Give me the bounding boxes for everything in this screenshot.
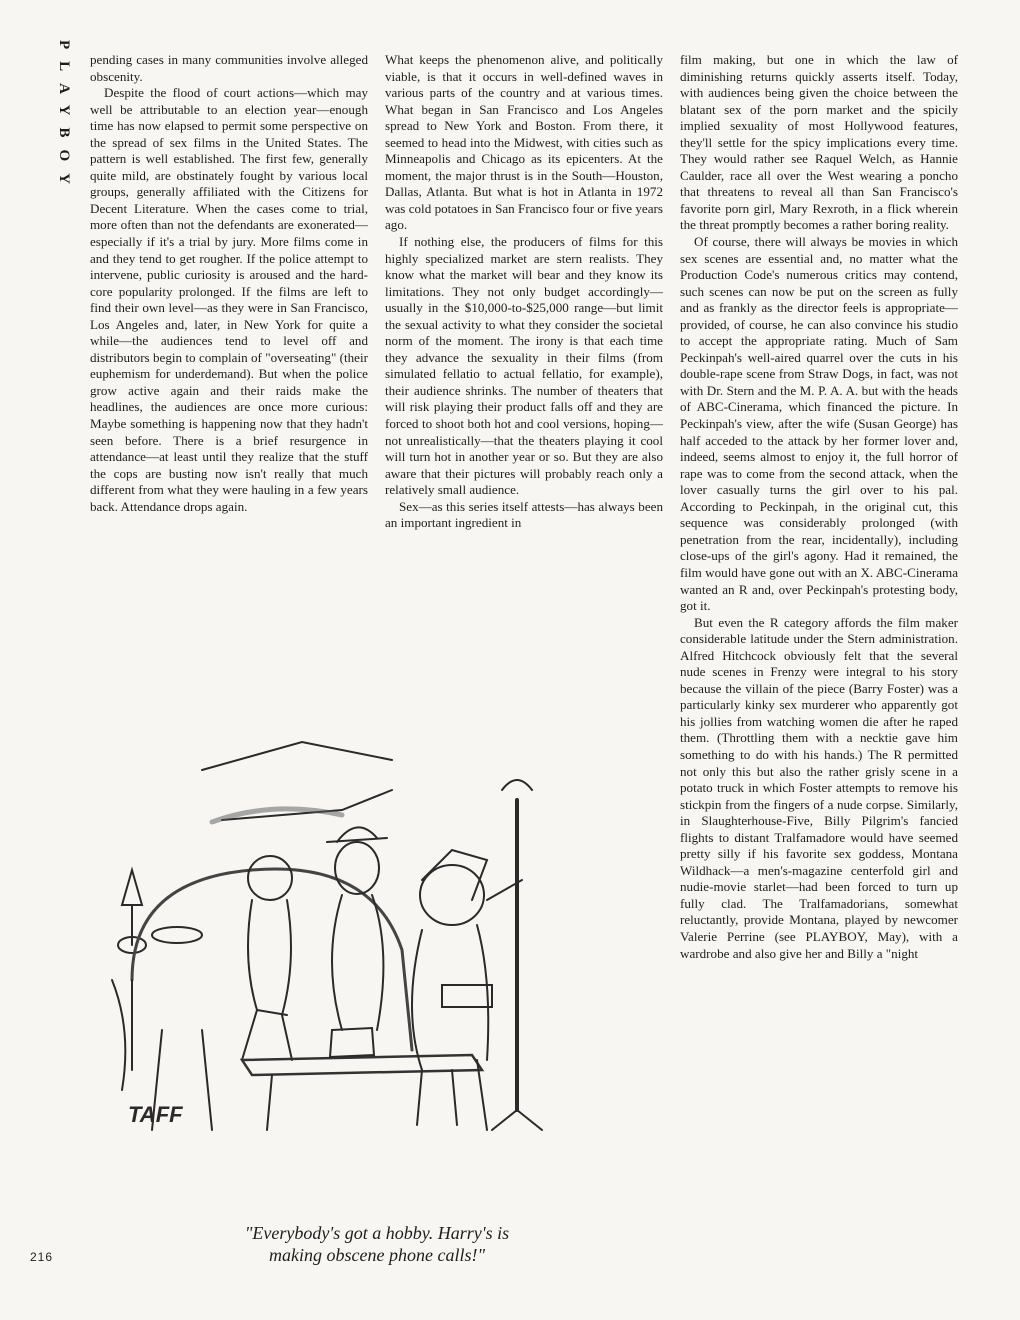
caption-line-2: making obscene phone calls!": [269, 1245, 485, 1265]
article-column-2: [385, 52, 663, 532]
page-number: 216: [30, 1250, 54, 1264]
cartoon-drawing: [92, 730, 662, 1150]
paragraph: film making, but one in which the law of diminishing returns quickly asserts itself. Today, with audiences being given the choice between the blatant sex of the porn market and the spicily implied sexuality of most Hollywood features, they'll settle for the spicy implications every time. They would rather see Raquel Welch, as Hannie Caulder, race all over the West wearing a poncho that threatens to reveal all than San Francisco's favorite porn girl, Mary Rexroth, in a flick wherein the threat promptly becomes a rather boring reality.: [680, 52, 958, 233]
article-column-3: [680, 52, 958, 962]
cartoon-signature: TAFF: [128, 1102, 183, 1127]
cartoon-caption: [92, 1222, 662, 1266]
masthead-text: PLAYBOY: [56, 40, 72, 196]
cartoon-illustration: [92, 730, 662, 1150]
paragraph: Sex—as this series itself attests—has always been an important ingredient in: [385, 498, 663, 531]
article-column-1: [90, 52, 368, 515]
masthead: [32, 40, 72, 210]
paragraph: What keeps the phenomenon alive, and politically viable, is that it occurs in well-defined waves in various parts of the country and at various times. What began in San Francisco and Los Angeles spread to New York and Boston. From there, it seemed to head into the Midwest, with cities such as Minneapolis and Chicago as its epicenters. At the moment, the major thrust is in the South—Houston, Dallas, Atlanta. But what is hot in Atlanta in 1972 was cold potatoes in San Francisco four or five years ago.: [385, 52, 663, 233]
paragraph: pending cases in many communities involve alleged obscenity.: [90, 52, 368, 84]
paragraph: But even the R category affords the film maker considerable latitude under the Stern administration. Alfred Hitchcock obviously felt that the several nude scenes in Frenzy were integral to his story because the villain of the piece (Barry Foster) was a particularly kinky sex murderer who apparently got his jollies from watching women die after he raped them. (Throttling them with a necktie gave him something to do with his hands.) The R permitted not only this but also the rather grisly scene in a potato truck in which Foster attempts to remove his stickpin from the fingers of a nude corpse. Similarly, in Slaughterhouse-Five, Billy Pilgrim's fancied flights to distant Tralfamadore would have seemed pretty silly if his favorite sex goddess, Montana Wildhack—a men's-magazine centerfold girl and nudie-movie starlet—had been forced to turn up fully clad. The Tralfamadorians, somewhat reluctantly, provide Montana, played by newcomer Valerie Perrine (see PLAYBOY, May), with a wardrobe and also give her and Billy a "night: [680, 614, 958, 961]
paragraph: Of course, there will always be movies in which sex scenes are essential and, no matter what the Production Code's numerous critics may contend, such scenes can now be put on the screen as fully and as frankly as the director feels is appropriate—provided, of course, he can also convince his studio to accept the appropriate rating. Much of Sam Peckinpah's well-aired quarrel over the cuts in his double-rape scene from Straw Dogs, in fact, was not with Dr. Stern and the M. P. A. A. but with the heads of ABC-Cinerama, which financed the picture. In Peckinpah's view, after the wife (Susan George) has half acceded to the attack by her former lover and, indeed, seems almost to enjoy it, the full horror of rape was to come from the second attack, when the lover casually turns the girl over to his pal. According to Peckinpah, in the original cut, this sequence was considerably prolonged (with penetration from the rear, incidentally), including close-ups of the girl's agony. Had it remained, the film would have gone out with an X. ABC-Cinerama wanted an R and, over Peckinpah's protesting body, got it.: [680, 234, 958, 614]
paragraph: Despite the flood of court actions—which may well be attributable to an election year—enough time has now elapsed to permit some perspective on the spread of sex films in the United States. The pattern is well established. The first few, generally quite mild, are obstinately fought by various local groups, generally affiliated with the Citizens for Decent Literature. When the cases come to trial, more often than not the defendants are exonerated—especially if it's a trial by jury. More films come in and they tend to get rougher. If the police attempt to intervene, public curiosity is aroused and the hard-core popularity prolonged. If the films are left to find their own level—as they were in San Francisco, Los Angeles and, later, in New York for quite a while—the audiences tend to level off and distributors begin to complain of "overseating" (their euphemism for underdemand). But when the police grow active again and their raids make the headlines, the audiences are once more curious: Maybe something is happening now that they hadn't seen before. There is a brief resurgence in attendance—at least until they realize that the stuff the cops are busting now isn't really that much different from what they were hauling in a few years back. Attendance drops again.: [90, 85, 368, 514]
paragraph: If nothing else, the producers of films for this highly specialized market are stern realists. They know what the market will bear and they know its limitations. They not only budget accordingly—usually in the $10,000-to-$25,000 range—but limit the sexual activity to what they consider the societal norm of the moment. The irony is that each time they advance the sexuality in their films (from simulated fellatio to actual fellatio, for example), their audience shrinks. The number of theaters that will risk playing their product falls off and they are forced to shoot both hot and cool versions, hoping—not unrealistically—that the theaters playing it cool will turn hot in another year or so. But they are also aware that their pictures will probably reach only a relatively small audience.: [385, 234, 663, 498]
caption-line-1: "Everybody's got a hobby. Harry's is: [244, 1223, 510, 1243]
